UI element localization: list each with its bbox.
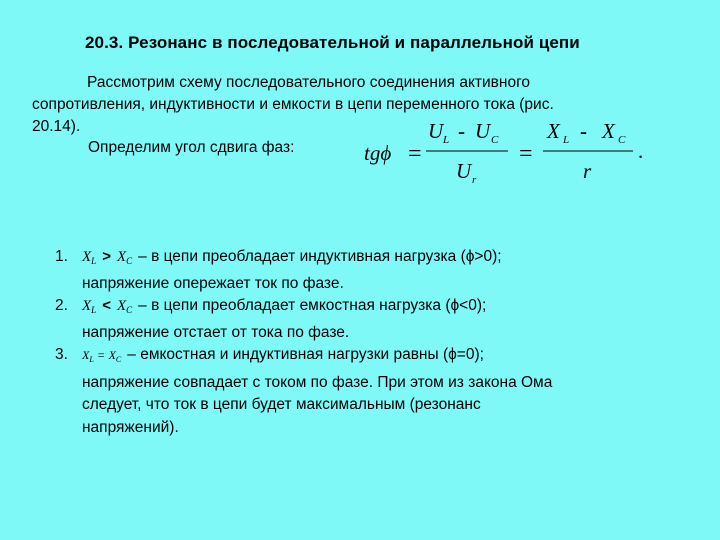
- condition-formula: $X_L < X_C$: [82, 297, 133, 315]
- formula-equals: =: [519, 141, 533, 167]
- list-item: [55, 344, 675, 439]
- condition-formula: $X_L = X_C$: [82, 348, 122, 364]
- formula-sub-r: r: [472, 174, 477, 186]
- intro-line: 20.14).: [32, 118, 81, 135]
- item-number: 1.: [55, 248, 68, 265]
- list-item: [55, 295, 675, 344]
- item-number: 3.: [55, 346, 68, 363]
- formula-minus: -: [458, 119, 465, 143]
- formula-sub-l: L: [443, 134, 450, 146]
- phase-angle-label: Определим угол сдвига фаз:: [88, 139, 295, 156]
- formula-sub-c: C: [618, 134, 626, 146]
- formula-period: .: [638, 139, 644, 163]
- formula-equals: =: [408, 141, 422, 167]
- item-text: следует, что ток в цепи будет максимальным (резонанс: [82, 396, 481, 413]
- item-number: 2.: [55, 297, 68, 314]
- formula-sub-c: C: [491, 134, 499, 146]
- formula-numerator-uc: U: [475, 119, 491, 143]
- intro-line: сопротивления, индуктивности и емкости в цепи переменного тока (рис.: [32, 96, 554, 113]
- condition-formula: $X_L > X_C$: [82, 248, 133, 266]
- formula-denominator-r: r: [583, 159, 592, 183]
- formula-denominator-ur: U: [456, 159, 472, 183]
- phase-angle-formula: [362, 114, 662, 194]
- formula-lhs: tgϕ: [364, 141, 392, 165]
- item-text: напряжение опережает ток по фазе.: [82, 274, 344, 292]
- item-text: напряжение совпадает с током по фазе. При этом из закона Ома: [82, 373, 553, 391]
- item-text: – в цепи преобладает индуктивная нагрузка (ϕ>0);: [138, 248, 502, 265]
- item-text: – в цепи преобладает емкостная нагрузка (ϕ<0);: [138, 297, 487, 314]
- item-text: – емкостная и индуктивная нагрузки равны (ϕ=0);: [127, 346, 484, 363]
- formula-numerator-ul: U: [428, 119, 444, 143]
- formula-minus: -: [580, 119, 587, 143]
- list-item: [55, 246, 675, 295]
- formula-numerator-xc: X: [602, 119, 615, 143]
- formula-numerator-xl: X: [547, 119, 560, 143]
- page-title: 20.3. Резонанс в последовательной и параллельной цепи: [85, 33, 580, 52]
- intro-line: Рассмотрим схему последовательного соединения активного: [87, 74, 531, 91]
- formula-sub-l: L: [563, 134, 570, 146]
- item-text: напряжений).: [82, 418, 179, 436]
- condition-list: [55, 246, 675, 439]
- item-text: напряжение отстает от тока по фазе.: [82, 323, 350, 341]
